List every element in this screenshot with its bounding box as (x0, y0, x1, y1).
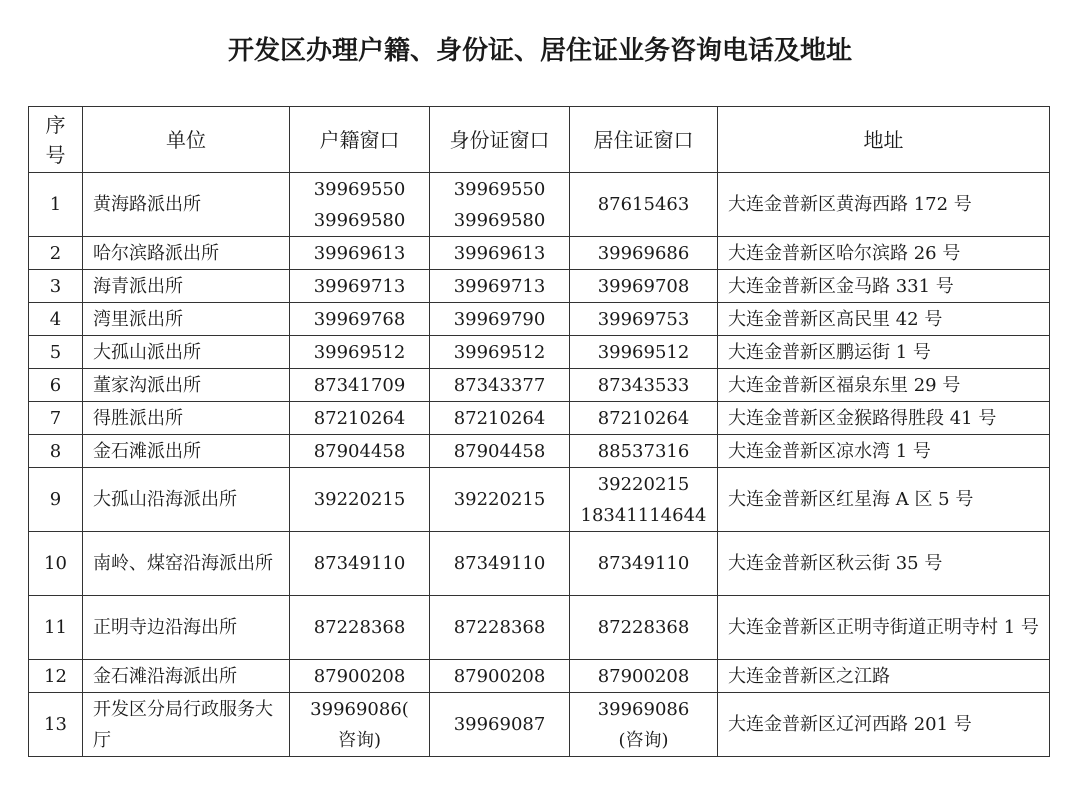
document-title: 开发区办理户籍、身份证、居住证业务咨询电话及地址 (227, 36, 852, 66)
cell-idcard-line: 39969580 (453, 209, 546, 231)
cell-hukou-line: 87210264 (313, 407, 406, 429)
cell-address: 大连金普新区正明寺街道正明寺村 1 号 (718, 596, 1050, 660)
table-row (29, 237, 1050, 270)
cell-residence-line: 87349110 (597, 553, 690, 574)
cell-idcard (430, 660, 570, 693)
cell-unit: 大孤山派出所 (83, 336, 290, 369)
cell-seq: 5 (29, 336, 83, 369)
cell-hukou (290, 596, 430, 660)
cell-seq: 4 (29, 303, 83, 336)
cell-residence-line: 39969512 (597, 341, 690, 363)
cell-seq: 9 (29, 468, 83, 532)
cell-seq: 1 (29, 173, 83, 237)
cell-residence-line: (咨询) (618, 729, 669, 751)
cell-unit: 开发区分局行政服务大厅 (83, 693, 290, 757)
cell-idcard-line: 39969550 (453, 178, 546, 200)
header-hukou: 户籍窗口 (290, 107, 430, 173)
cell-hukou (290, 402, 430, 435)
cell-residence-line: 87228368 (597, 617, 690, 638)
cell-residence (570, 693, 718, 757)
header-unit: 单位 (83, 107, 290, 173)
cell-hukou (290, 237, 430, 270)
header-idcard: 身份证窗口 (430, 107, 570, 173)
cell-hukou (290, 693, 430, 757)
cell-unit: 金石滩沿海派出所 (83, 660, 290, 693)
cell-idcard (430, 369, 570, 402)
cell-unit: 董家沟派出所 (83, 369, 290, 402)
cell-hukou (290, 173, 430, 237)
cell-unit: 哈尔滨路派出所 (83, 237, 290, 270)
cell-residence (570, 237, 718, 270)
cell-seq: 7 (29, 402, 83, 435)
cell-residence (570, 435, 718, 468)
cell-idcard-line: 87900208 (453, 665, 546, 687)
cell-idcard (430, 402, 570, 435)
cell-residence-line: 39969753 (597, 308, 690, 330)
cell-idcard-line: 87904458 (453, 440, 546, 462)
cell-idcard (430, 435, 570, 468)
cell-idcard (430, 532, 570, 596)
cell-address: 大连金普新区之江路 (718, 660, 1050, 693)
cell-hukou-line: 39969713 (313, 275, 406, 297)
cell-address: 大连金普新区金马路 331 号 (718, 270, 1050, 303)
cell-idcard (430, 237, 570, 270)
cell-seq: 6 (29, 369, 83, 402)
cell-idcard (430, 173, 570, 237)
cell-address: 大连金普新区黄海西路 172 号 (718, 173, 1050, 237)
cell-idcard (430, 336, 570, 369)
cell-residence-line: 87210264 (597, 407, 690, 429)
cell-residence (570, 173, 718, 237)
table-row (29, 336, 1050, 369)
cell-seq: 8 (29, 435, 83, 468)
cell-residence-line: 39969708 (597, 275, 690, 297)
table-row (29, 468, 1050, 532)
cell-residence (570, 270, 718, 303)
table-row (29, 270, 1050, 303)
cell-address: 大连金普新区辽河西路 201 号 (718, 693, 1050, 757)
table-row (29, 435, 1050, 468)
cell-idcard-line: 87210264 (453, 407, 546, 429)
cell-residence (570, 402, 718, 435)
cell-hukou-line: 39969768 (313, 308, 406, 330)
cell-hukou (290, 468, 430, 532)
cell-residence-line: 87900208 (597, 665, 690, 687)
cell-hukou-line: 87341709 (313, 374, 406, 396)
cell-hukou (290, 270, 430, 303)
cell-idcard-line: 39969087 (453, 714, 546, 735)
header-seq (29, 107, 83, 173)
cell-residence-line: 39969086 (597, 698, 690, 720)
table-header-row (29, 107, 1050, 173)
cell-residence (570, 532, 718, 596)
cell-idcard-line: 39969512 (453, 341, 546, 363)
cell-idcard-line: 39969613 (453, 242, 546, 264)
cell-seq: 12 (29, 660, 83, 693)
cell-hukou-line: 39969086( (310, 698, 409, 720)
cell-hukou (290, 435, 430, 468)
header-seq-line2: 号 (45, 142, 66, 167)
cell-unit: 正明寺边沿海出所 (83, 596, 290, 660)
cell-address: 大连金普新区凉水湾 1 号 (718, 435, 1050, 468)
cell-hukou-line: 39220215 (313, 489, 406, 510)
cell-address: 大连金普新区金猴路得胜段 41 号 (718, 402, 1050, 435)
cell-hukou (290, 369, 430, 402)
cell-seq: 13 (29, 693, 83, 757)
cell-address: 大连金普新区高民里 42 号 (718, 303, 1050, 336)
cell-address: 大连金普新区鹏运街 1 号 (718, 336, 1050, 369)
cell-unit: 湾里派出所 (83, 303, 290, 336)
cell-residence-line: 39220215 (597, 473, 690, 495)
cell-idcard (430, 693, 570, 757)
table-row (29, 596, 1050, 660)
cell-hukou-line: 39969550 (313, 178, 406, 200)
cell-idcard (430, 596, 570, 660)
table-body (29, 173, 1050, 757)
cell-residence-line: 87343533 (597, 374, 690, 396)
cell-residence (570, 660, 718, 693)
cell-address: 大连金普新区秋云街 35 号 (718, 532, 1050, 596)
header-address: 地址 (718, 107, 1050, 173)
cell-residence-line: 39969686 (597, 242, 690, 264)
cell-hukou-line: 87904458 (313, 440, 406, 462)
header-residence: 居住证窗口 (570, 107, 718, 173)
header-seq-line1: 序 (45, 112, 66, 137)
cell-hukou-line: 39969512 (313, 341, 406, 363)
cell-unit: 金石滩派出所 (83, 435, 290, 468)
cell-hukou-line: 39969580 (313, 209, 406, 231)
cell-address: 大连金普新区红星海 A 区 5 号 (718, 468, 1050, 532)
cell-residence-line: 88537316 (597, 440, 690, 462)
cell-unit: 南岭、煤窑沿海派出所 (83, 532, 290, 596)
cell-idcard-line: 87349110 (453, 553, 546, 574)
cell-idcard-line: 39969713 (453, 275, 546, 297)
cell-hukou-line: 87900208 (313, 665, 406, 687)
cell-idcard (430, 468, 570, 532)
table-row (29, 532, 1050, 596)
cell-hukou (290, 336, 430, 369)
cell-unit: 黄海路派出所 (83, 173, 290, 237)
table-row (29, 660, 1050, 693)
cell-idcard-line: 87228368 (453, 617, 546, 638)
cell-hukou (290, 660, 430, 693)
cell-hukou-line: 39969613 (313, 242, 406, 264)
cell-unit: 得胜派出所 (83, 402, 290, 435)
cell-residence (570, 596, 718, 660)
cell-idcard (430, 270, 570, 303)
cell-idcard (430, 303, 570, 336)
cell-address: 大连金普新区福泉东里 29 号 (718, 369, 1050, 402)
cell-idcard-line: 39220215 (453, 489, 546, 510)
cell-seq: 10 (29, 532, 83, 596)
table-row (29, 303, 1050, 336)
cell-residence-line: 87615463 (597, 194, 690, 215)
cell-idcard-line: 87343377 (453, 374, 546, 396)
table-row (29, 693, 1050, 757)
cell-idcard-line: 39969790 (453, 308, 546, 330)
cell-hukou-line: 87228368 (313, 617, 406, 638)
cell-unit: 大孤山沿海派出所 (83, 468, 290, 532)
cell-residence (570, 369, 718, 402)
cell-hukou (290, 303, 430, 336)
table-row (29, 402, 1050, 435)
contact-table (28, 106, 1050, 757)
table-row (29, 173, 1050, 237)
cell-seq: 3 (29, 270, 83, 303)
cell-hukou-line: 咨询) (337, 729, 382, 751)
cell-hukou (290, 532, 430, 596)
cell-address: 大连金普新区哈尔滨路 26 号 (718, 237, 1050, 270)
cell-residence (570, 468, 718, 532)
cell-residence-line: 18341114644 (580, 504, 707, 526)
table-row (29, 369, 1050, 402)
cell-residence (570, 336, 718, 369)
cell-residence (570, 303, 718, 336)
cell-seq: 2 (29, 237, 83, 270)
cell-unit: 海青派出所 (83, 270, 290, 303)
cell-seq: 11 (29, 596, 83, 660)
cell-hukou-line: 87349110 (313, 553, 406, 574)
